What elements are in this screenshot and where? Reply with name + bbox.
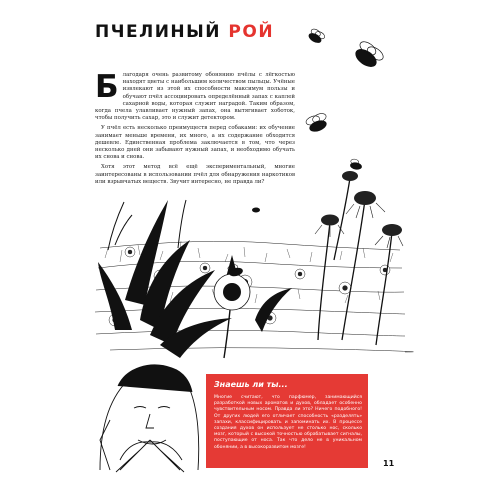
title-word-black: ПЧЕЛИНЫЙ (95, 22, 221, 42)
paragraph-1-text: лагодаря очень развитому обонянию пчёлы с лёгкостью находят цветы с наибольшим количеством пыльцы. Учёные извлекают из этой их способности максимум пользы и обучают пчёл ассоциировать определённый запах с каплей сахарной воды, которая служит наградой. Таким образом, когда пчела улавливает нужный запах, она вытягивает хоботок, чтобы получить сахар, это и служит детектором. (95, 72, 295, 122)
article-text (95, 69, 295, 189)
perfumer-illustration (100, 365, 199, 472)
paragraph-1 (95, 69, 295, 122)
title-word-red: РОЙ (228, 22, 275, 42)
foreground-flower (214, 255, 292, 358)
page-title (95, 22, 274, 42)
infobox-text: Многие считают, что парфюмер, занимающийся разработкой новых ароматов и духов, обладает особенно чувствительным носом. Правда ли это? Ничего подобного! От других людей его отличает способность «разделять» запахи, классифицировать и запоминать их. В процессе создания духов он использует не столько нос, сколько мозг, который с высокой точностью обрабатывает сигналы, поступающие от носа. Так что дело не в уникальном обонянии, а в высокоразвитом мозге! (214, 395, 362, 450)
page-number: 11 (383, 459, 395, 468)
infobox-title: Знаешь ли ты... (214, 380, 288, 389)
flying-bee-4 (349, 159, 363, 171)
flying-bee-3 (305, 112, 330, 134)
flying-bee-5 (252, 208, 260, 213)
did-you-know-box (206, 374, 368, 468)
drop-cap: Б (95, 69, 119, 105)
flying-bee-2 (351, 39, 385, 72)
foreground-plant-left (98, 200, 232, 358)
paragraph-3: Хотя этот метод всё ещё экспериментальный, многие заинтересованы в использовании пчёл для обнаружения наркотиков или взрывчатых веществ. Звучит интересно, не правда ли? (95, 164, 295, 185)
flying-bee-1 (307, 28, 326, 46)
coneflower-stems (318, 178, 392, 345)
paragraph-2: У пчёл есть несколько преимуществ перед собаками: их обучение занимает меньше времени, их много, а их содержание обходится дешевле. Единственная проблема заключается в том, что через несколько дней они забывают нужный запах, и необходимо обучать их снова и снова. (95, 125, 295, 161)
